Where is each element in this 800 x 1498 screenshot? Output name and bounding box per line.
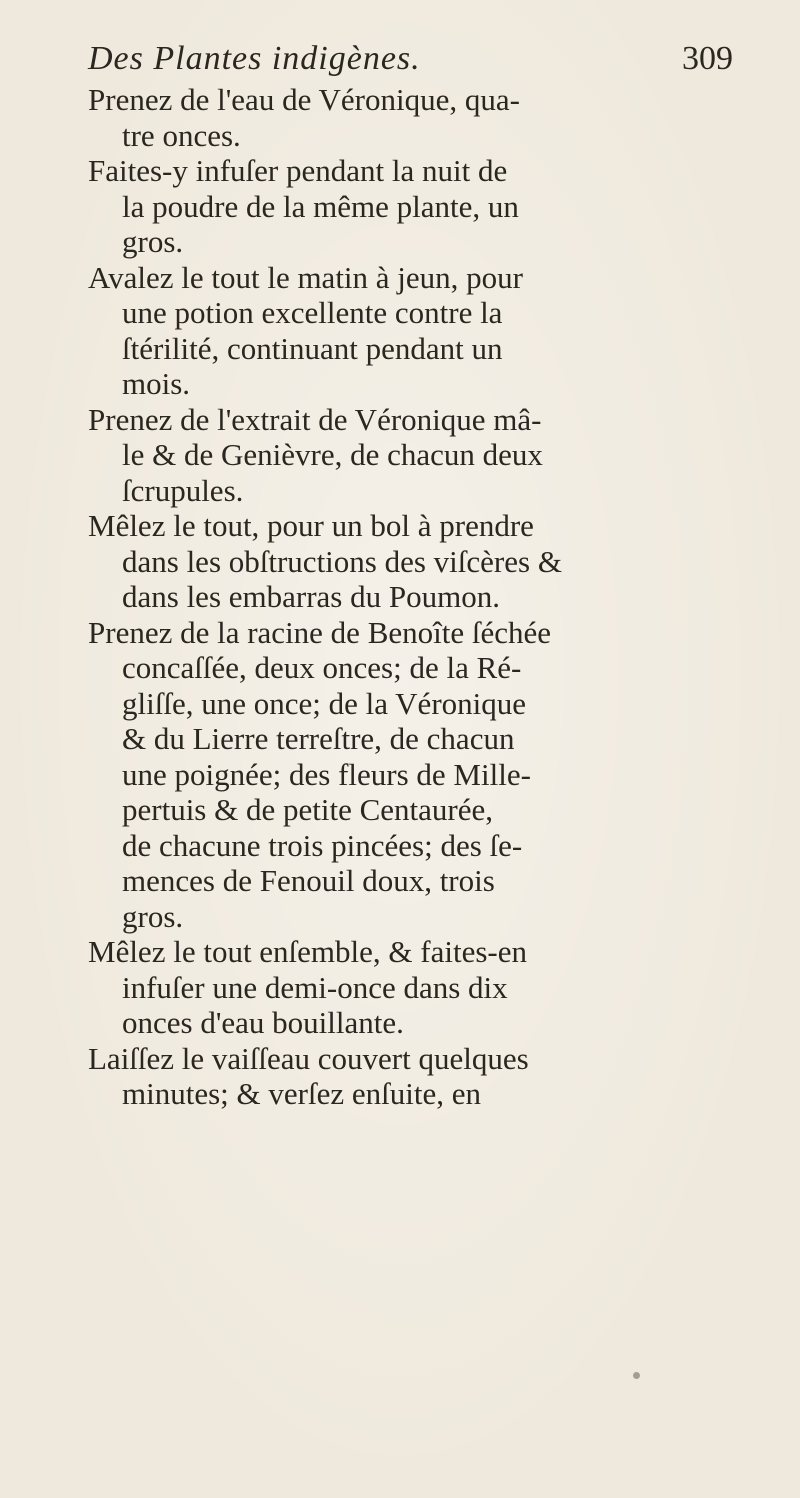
text-line: la poudre de la même plante, un — [122, 188, 519, 224]
paragraph — [88, 508, 728, 615]
text-line: Mêlez le tout enſemble, & faites-en — [88, 934, 527, 969]
text-line: le & de Genièvre, de chacun deux — [122, 437, 543, 472]
text-line: concaſſée, deux onces; de la Ré- — [122, 650, 522, 685]
text-line: & du Lierre terreſtre, de chacun — [122, 721, 515, 756]
text-line: gros. — [122, 224, 184, 259]
paragraph — [88, 260, 728, 402]
paragraph — [88, 82, 728, 153]
text-line: Faites-y infuſer pendant la nuit de — [88, 153, 508, 188]
text-line: ſcrupules. — [122, 472, 244, 508]
text-line: pertuis & de petite Centaurée, — [122, 792, 494, 827]
paragraph — [88, 153, 728, 260]
text-line: une potion excellente contre la — [122, 295, 503, 330]
text-line: Prenez de l'eau de Véronique, qua- — [88, 82, 520, 117]
paragraph — [88, 402, 728, 509]
text-line: mois. — [122, 366, 191, 401]
text-line: Prenez de la racine de Benoîte ſéchée — [88, 614, 552, 650]
paper-speck — [633, 1372, 640, 1379]
text-line: Laiſſez le vaiſſeau couvert quelques — [88, 1040, 529, 1076]
text-line: Prenez de l'extrait de Véronique mâ- — [88, 401, 542, 437]
text-line: ſtérilité, continuant pendant un — [122, 330, 503, 366]
text-line: gliſſe, une once; de la Véronique — [122, 685, 527, 721]
text-line: infuſer une demi-once dans dix — [122, 969, 508, 1005]
paragraph — [88, 934, 728, 1041]
text-line: Mêlez le tout, pour un bol à prendre — [88, 508, 534, 543]
text-line: mences de Fenouil doux, trois — [122, 863, 495, 898]
paragraph — [88, 1041, 728, 1112]
page-number: 309 — [682, 40, 733, 77]
text-line: Avalez le tout le matin à jeun, pour — [88, 259, 523, 295]
text-line: dans les embarras du Poumon. — [122, 579, 500, 614]
running-title: Des Plantes indigènes. — [88, 40, 421, 77]
paragraph — [88, 615, 728, 935]
text-line: onces d'eau bouillante. — [122, 1005, 404, 1040]
text-line: gros. — [122, 898, 184, 934]
text-line: de chacune trois pincées; des ſe- — [122, 827, 523, 863]
page-body — [88, 82, 728, 1112]
text-line: minutes; & verſez enſuite, en — [122, 1076, 481, 1111]
text-line: tre onces. — [122, 117, 241, 153]
text-line: une poignée; des fleurs de Mille- — [122, 756, 531, 792]
text-line: dans les obſtructions des viſcères & — [122, 543, 562, 579]
